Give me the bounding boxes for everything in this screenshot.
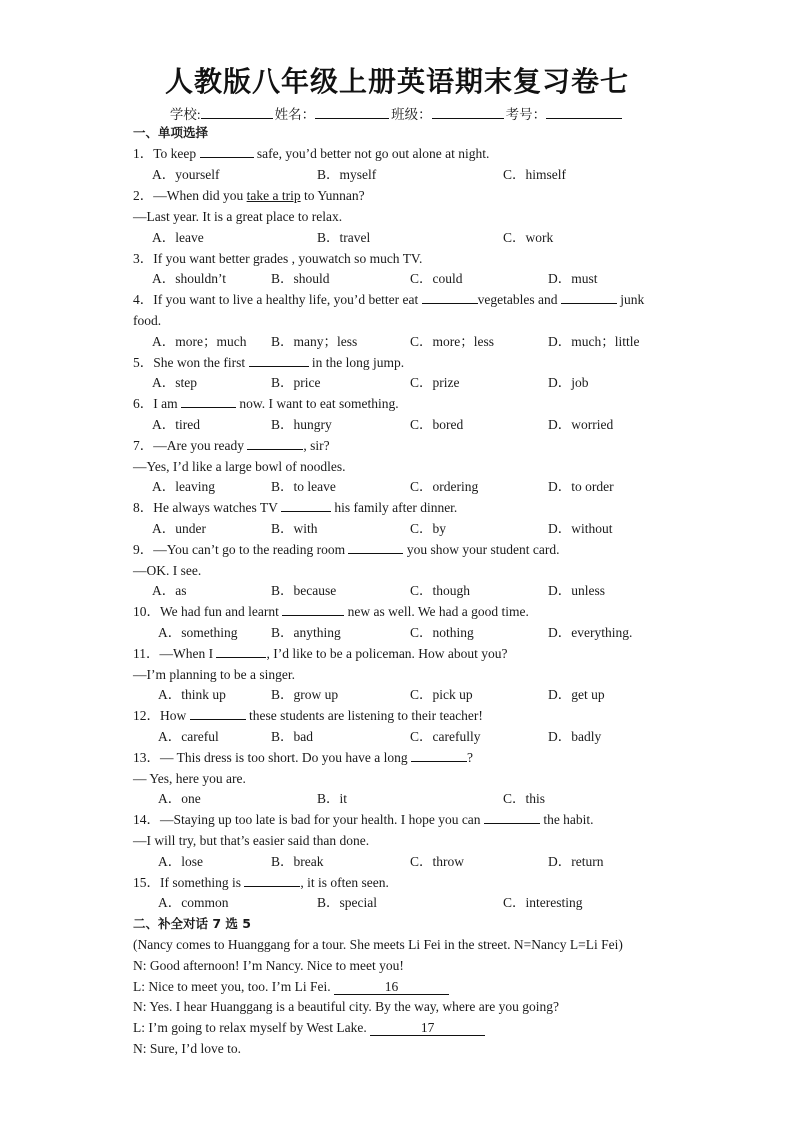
answer-blank[interactable] (216, 645, 266, 658)
student-info-row (0, 103, 794, 123)
dialogue-blank-16[interactable]: 16 (334, 980, 449, 995)
option-c[interactable]: C．more；less (410, 334, 494, 349)
option-c[interactable]: C．though (410, 583, 471, 598)
option-c[interactable]: C．prize (410, 375, 460, 390)
option-d[interactable]: D．return (548, 854, 604, 869)
answer-blank[interactable] (411, 749, 467, 762)
answer-blank[interactable] (561, 291, 617, 304)
question-4: 4．If you want to live a healthy life, you’d better eat vegetables and junk (133, 292, 645, 307)
question-1: 1．To keep safe, you’d better not go out alone at night. (133, 146, 490, 161)
page-title: 人教版八年级上册英语期末复习卷七 (164, 65, 629, 98)
question-14-reply: —I will try, but that’s easier said than done. (133, 833, 370, 848)
question-14: 14．—Staying up too late is bad for your health. I hope you can the habit. (133, 812, 594, 827)
option-a[interactable]: A．careful (158, 729, 219, 744)
dialogue-line: L: Nice to meet you, too. I’m Li Fei. 16 (133, 978, 449, 996)
name-label: 姓名： (274, 107, 316, 122)
option-d[interactable]: D．everything. (548, 625, 633, 640)
option-c[interactable]: C．could (410, 271, 463, 286)
option-b[interactable]: B．many；less (271, 334, 358, 349)
answer-blank[interactable] (181, 395, 236, 408)
option-c[interactable]: C．work (503, 230, 554, 245)
option-d[interactable]: D．must (548, 271, 598, 286)
dialogue-line: N: Sure, I’d love to. (133, 1041, 241, 1056)
exam-no-label: 考号： (505, 107, 547, 122)
option-a[interactable]: A．lose (158, 854, 203, 869)
answer-blank[interactable] (200, 145, 254, 158)
answer-blank[interactable] (422, 291, 478, 304)
option-b[interactable]: B．should (271, 271, 330, 286)
option-b[interactable]: B．travel (317, 230, 371, 245)
school-label: 学校: (169, 107, 201, 122)
question-7-reply: —Yes, I’d like a large bowl of noodles. (133, 459, 346, 474)
answer-blank[interactable] (249, 354, 309, 367)
question-9-reply: —OK. I see. (133, 563, 202, 578)
question-8: 8．He always watches TV his family after dinner. (133, 500, 458, 515)
option-b[interactable]: B．price (271, 375, 321, 390)
option-b[interactable]: B．break (271, 854, 324, 869)
option-d[interactable]: D．unless (548, 583, 605, 598)
option-b[interactable]: B．myself (317, 167, 377, 182)
answer-blank[interactable] (484, 811, 540, 824)
question-10: 10．We had fun and learnt new as well. We had a good time. (133, 604, 529, 619)
option-d[interactable]: D．job (548, 375, 589, 390)
answer-blank[interactable] (281, 499, 331, 512)
option-a[interactable]: A．think up (158, 687, 226, 702)
option-a[interactable]: A．shouldn’t (152, 271, 227, 286)
option-c[interactable]: C．himself (503, 167, 566, 182)
option-a[interactable]: A．more；much (152, 334, 247, 349)
answer-blank[interactable] (244, 874, 300, 887)
option-c[interactable]: C．by (410, 521, 447, 536)
option-a[interactable]: A．leaving (152, 479, 215, 494)
question-15: 15．If something is , it is often seen. (133, 875, 389, 890)
option-b[interactable]: B．because (271, 583, 337, 598)
option-c[interactable]: C．nothing (410, 625, 474, 640)
school-blank[interactable] (201, 106, 273, 119)
option-a[interactable]: A．yourself (152, 167, 220, 182)
dialogue-intro: (Nancy comes to Huanggang for a tour. She meets Li Fei in the street. N=Nancy L=Li Fei) (133, 937, 623, 952)
question-4-cont: food. (133, 313, 162, 328)
option-b[interactable]: B．bad (271, 729, 313, 744)
option-c[interactable]: C．ordering (410, 479, 479, 494)
dialogue-line: N: Yes. I hear Huanggang is a beautiful city. By the way, where are you going? (133, 999, 560, 1014)
option-c[interactable]: C．throw (410, 854, 464, 869)
option-b[interactable]: B．to leave (271, 479, 336, 494)
question-9: 9．—You can’t go to the reading room you show your student card. (133, 542, 560, 557)
question-2: 2．—When did you take a trip to Yunnan? (133, 188, 365, 203)
question-12: 12．How these students are listening to their teacher! (133, 708, 483, 723)
option-a[interactable]: A．as (152, 583, 187, 598)
option-c[interactable]: C．pick up (410, 687, 473, 702)
question-7: 7．—Are you ready , sir? (133, 438, 330, 453)
answer-blank[interactable] (247, 437, 303, 450)
option-b[interactable]: B．hungry (271, 417, 332, 432)
question-13-reply: — Yes, here you are. (133, 771, 246, 786)
question-2-reply: —Last year. It is a great place to relax. (133, 209, 343, 224)
class-blank[interactable] (432, 106, 504, 119)
option-a[interactable]: A．common (158, 895, 229, 910)
option-b[interactable]: B．with (271, 521, 318, 536)
question-13: 13．— This dress is too short. Do you have a long ? (133, 750, 473, 765)
option-a[interactable]: A．something (158, 625, 238, 640)
option-d[interactable]: D．much；little (548, 334, 640, 349)
exam-no-blank[interactable] (546, 106, 622, 119)
question-11-reply: —I’m planning to be a singer. (133, 667, 295, 682)
section-2-heading: 二、补全对话 7 选 5 (133, 916, 251, 931)
answer-blank[interactable] (282, 603, 344, 616)
option-b[interactable]: B．special (317, 895, 377, 910)
question-11: 11．—When I , I’d like to be a policeman. How about you? (133, 646, 508, 661)
dialogue-line: N: Good afternoon! I’m Nancy. Nice to meet you! (133, 958, 404, 973)
option-a[interactable]: A．tired (152, 417, 200, 432)
option-c[interactable]: C．this (503, 791, 546, 806)
option-c[interactable]: C．bored (410, 417, 464, 432)
question-5: 5．She won the first in the long jump. (133, 355, 405, 370)
option-d[interactable]: D．to order (548, 479, 614, 494)
name-blank[interactable] (315, 106, 389, 119)
option-a[interactable]: A．leave (152, 230, 204, 245)
dialogue-blank-17[interactable]: 17 (370, 1021, 485, 1036)
question-6: 6．I am now. I want to eat something. (133, 396, 399, 411)
option-c[interactable]: C．interesting (503, 895, 583, 910)
option-b[interactable]: B．it (317, 791, 348, 806)
option-b[interactable]: B．anything (271, 625, 341, 640)
answer-blank[interactable] (190, 707, 246, 720)
option-a[interactable]: A．one (158, 791, 201, 806)
option-d[interactable]: D．get up (548, 687, 605, 702)
answer-blank[interactable] (348, 541, 403, 554)
class-label: 班级： (391, 107, 432, 122)
option-c[interactable]: C．carefully (410, 729, 481, 744)
dialogue-line: L: I’m going to relax myself by West Lake. 17 (133, 1019, 485, 1037)
option-a[interactable]: A．under (152, 521, 206, 536)
section-1-heading: 一、单项选择 (133, 125, 209, 140)
option-d[interactable]: D．worried (548, 417, 614, 432)
question-3: 3．If you want better grades , youwatch so much TV. (133, 251, 423, 266)
option-b[interactable]: B．grow up (271, 687, 339, 702)
option-a[interactable]: A．step (152, 375, 197, 390)
option-d[interactable]: D．badly (548, 729, 602, 744)
option-d[interactable]: D．without (548, 521, 613, 536)
